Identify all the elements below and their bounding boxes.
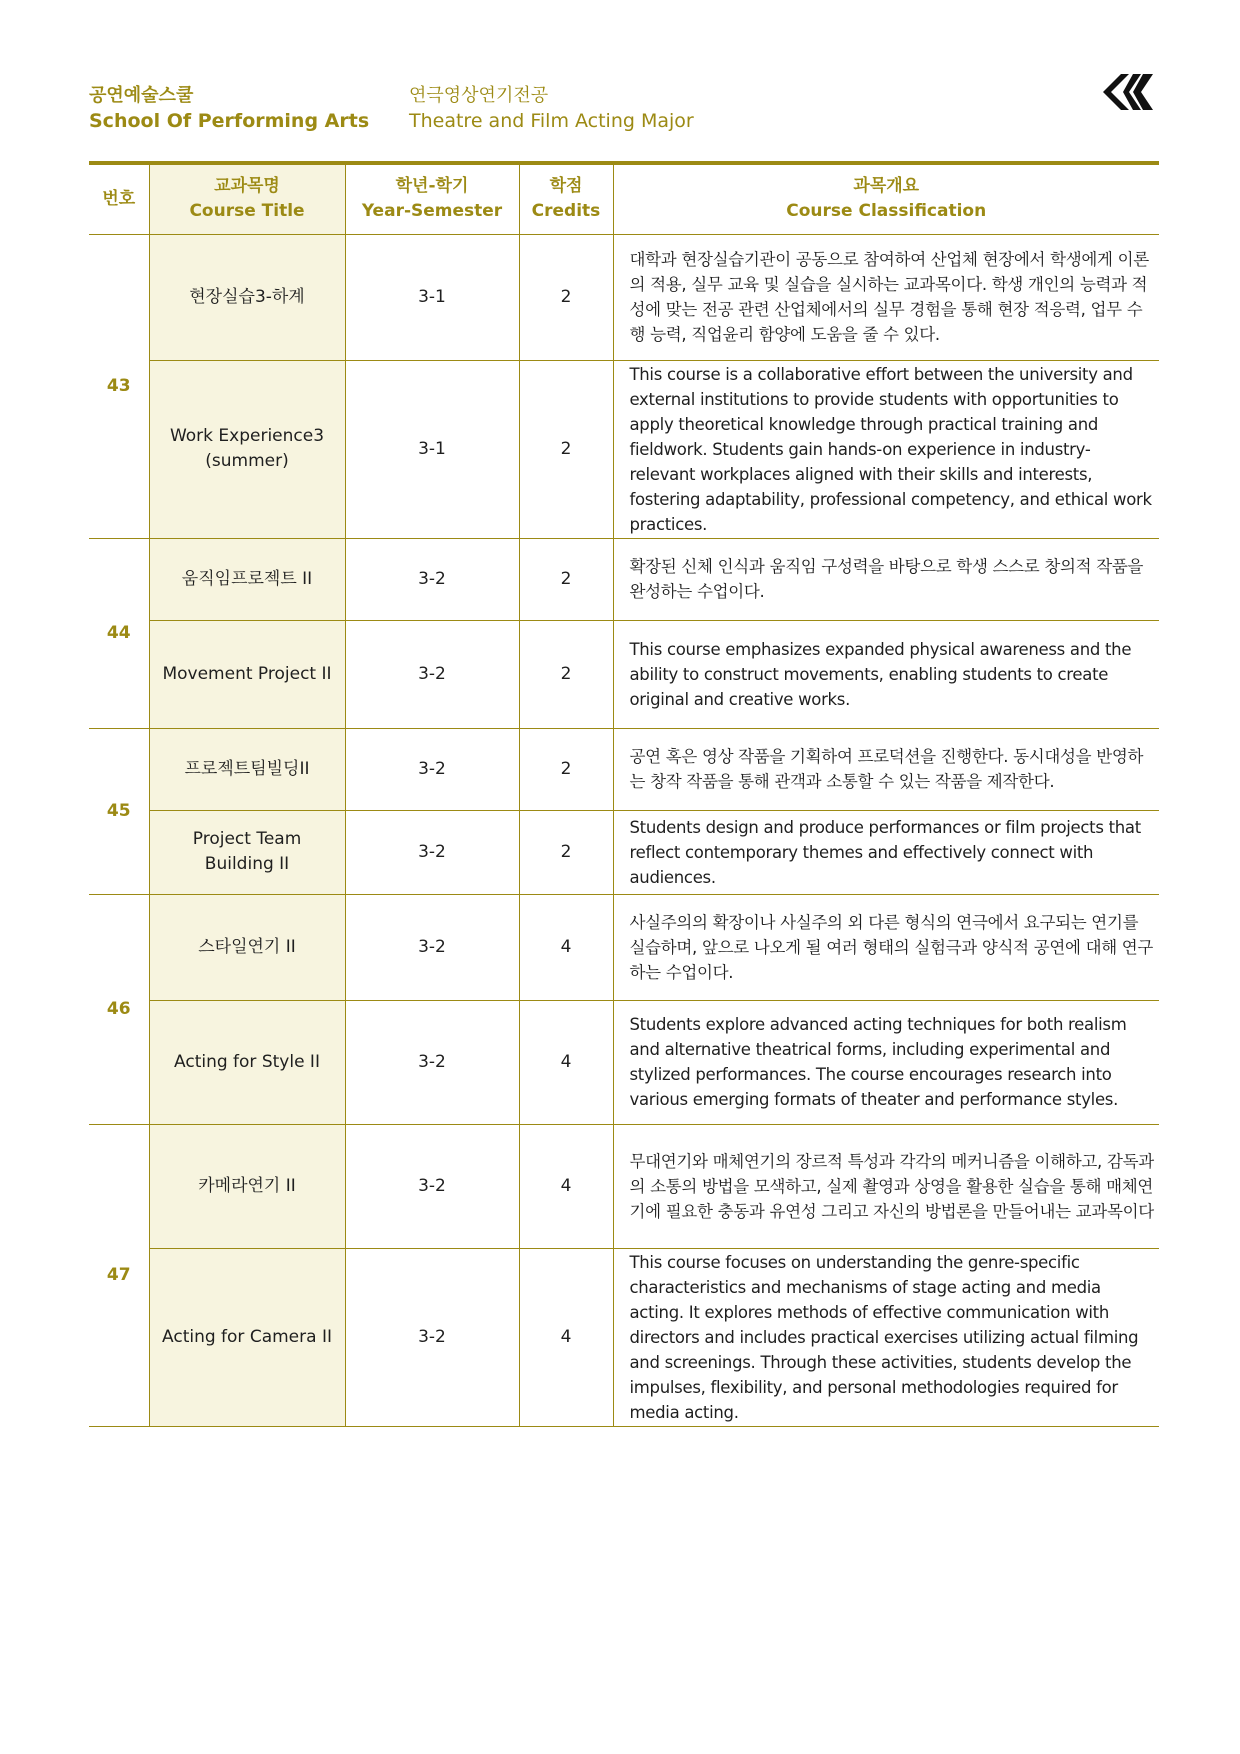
credits: 2 (519, 810, 613, 894)
course-title-ko: 프로젝트팀빌딩II (149, 728, 345, 810)
col-header-title: 교과목명 Course Title (149, 163, 345, 234)
course-title-en: Acting for Camera II (149, 1248, 345, 1426)
course-number: 43 (89, 234, 149, 538)
year-semester: 3-2 (345, 1124, 519, 1248)
year-semester: 3-2 (345, 538, 519, 620)
course-number: 44 (89, 538, 149, 728)
table-row (89, 620, 1159, 728)
course-description-ko: 대학과 현장실습기관이 공동으로 참여하여 산업체 현장에서 학생에게 이론의 적용, 실무 교육 및 실습을 실시하는 교과목이다. 학생 개인의 능력과 적성에 맞는 전공 관련 산업체에서의 실무 경험을 통해 현장 적응력, 업무 수행 능력, 직업윤리 함양에 도움을 줄 수 있다. (613, 234, 1159, 360)
table-row (89, 1248, 1159, 1426)
course-description-en: This course is a collaborative effort between the university and external institutions to provide students with opportunities to apply theoretical knowledge through practical training and fieldwork. Students gain hands-on experience in industry-relevant workplaces aligned with their skills and interests, fostering adaptability, professional competency, and ethical work practices. (613, 360, 1159, 538)
year-semester: 3-2 (345, 1248, 519, 1426)
school-name (89, 84, 389, 134)
course-title-ko: 움직임프로젝트 II (149, 538, 345, 620)
year-semester: 3-1 (345, 234, 519, 360)
table-row (89, 1124, 1159, 1248)
course-number: 45 (89, 728, 149, 894)
table-row (89, 234, 1159, 360)
credits: 4 (519, 1000, 613, 1124)
credits: 2 (519, 728, 613, 810)
major-name-ko: 연극영상연기전공 (409, 85, 549, 106)
course-description-ko: 무대연기와 매체연기의 장르적 특성과 각각의 메커니즘을 이해하고, 감독과의 소통의 방법을 모색하고, 실제 촬영과 상영을 활용한 실습을 통해 매체연기에 필요한 충동과 유연성 그리고 자신의 방법론을 만들어내는 교과목이다 (613, 1124, 1159, 1248)
credits: 4 (519, 894, 613, 1000)
year-semester: 3-2 (345, 1000, 519, 1124)
year-semester: 3-2 (345, 728, 519, 810)
table-row (89, 894, 1159, 1000)
course-title-en: Acting for Style II (149, 1000, 345, 1124)
table-header-row (89, 163, 1159, 234)
page-header (89, 84, 1159, 144)
course-title-ko: 현장실습3-하계 (149, 234, 345, 360)
table-row (89, 360, 1159, 538)
school-name-ko: 공연예술스쿨 (89, 85, 194, 106)
credits: 4 (519, 1248, 613, 1426)
major-name (409, 84, 729, 134)
table-row (89, 728, 1159, 810)
course-table (89, 161, 1159, 1427)
credits: 2 (519, 538, 613, 620)
credits: 2 (519, 234, 613, 360)
col-header-classification: 과목개요 Course Classification (613, 163, 1159, 234)
ck-logo-icon (1097, 70, 1159, 114)
table-row (89, 810, 1159, 894)
year-semester: 3-2 (345, 810, 519, 894)
col-header-credits: 학점 Credits (519, 163, 613, 234)
major-name-en: Theatre and Film Acting Major (409, 110, 694, 132)
table-row (89, 538, 1159, 620)
course-description-en: This course emphasizes expanded physical awareness and the ability to construct movements, enabling students to create original and creative works. (613, 620, 1159, 728)
course-number: 46 (89, 894, 149, 1124)
course-title-en: Project Team Building II (149, 810, 345, 894)
course-description-en: This course focuses on understanding the genre-specific characteristics and mechanisms of stage acting and media acting. It explores methods of effective communication with directors and includes practical exercises utilizing actual filming and screenings. Through these activities, students develop the impulses, flexibility, and personal methodologies required for media acting. (613, 1248, 1159, 1426)
course-title-en: Work Experience3 (summer) (149, 360, 345, 538)
course-title-ko: 카메라연기 II (149, 1124, 345, 1248)
credits: 4 (519, 1124, 613, 1248)
course-description-en: Students design and produce performances or film projects that reflect contemporary themes and effectively connect with audiences. (613, 810, 1159, 894)
course-title-en: Movement Project II (149, 620, 345, 728)
credits: 2 (519, 620, 613, 728)
col-header-number: 번호 (89, 163, 149, 234)
col-header-year-semester: 학년-학기 Year-Semester (345, 163, 519, 234)
year-semester: 3-2 (345, 620, 519, 728)
course-title-ko: 스타일연기 II (149, 894, 345, 1000)
school-name-en: School Of Performing Arts (89, 110, 370, 132)
course-description-ko: 확장된 신체 인식과 움직임 구성력을 바탕으로 학생 스스로 창의적 작품을 완성하는 수업이다. (613, 538, 1159, 620)
table-row (89, 1000, 1159, 1124)
course-number: 47 (89, 1124, 149, 1426)
course-description-ko: 사실주의의 확장이나 사실주의 외 다른 형식의 연극에서 요구되는 연기를 실습하며, 앞으로 나오게 될 여러 형태의 실험극과 양식적 공연에 대해 연구하는 수업이다. (613, 894, 1159, 1000)
course-description-ko: 공연 혹은 영상 작품을 기획하여 프로덕션을 진행한다. 동시대성을 반영하는 창작 작품을 통해 관객과 소통할 수 있는 작품을 제작한다. (613, 728, 1159, 810)
year-semester: 3-2 (345, 894, 519, 1000)
credits: 2 (519, 360, 613, 538)
year-semester: 3-1 (345, 360, 519, 538)
course-description-en: Students explore advanced acting techniques for both realism and alternative theatrical forms, including experimental and stylized performances. The course encourages research into various emerging formats of theater and performance styles. (613, 1000, 1159, 1124)
